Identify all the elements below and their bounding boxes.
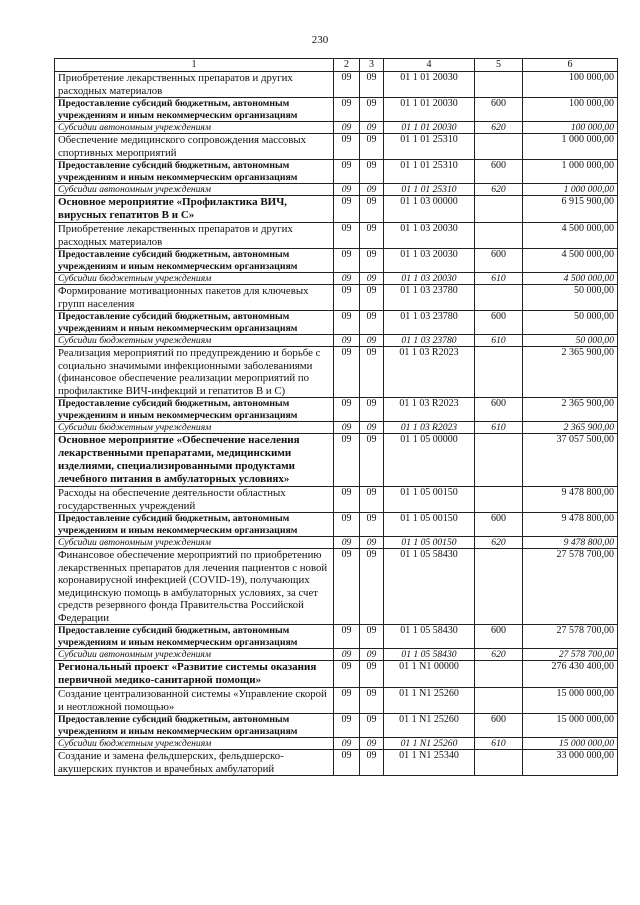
row-expense-type xyxy=(475,549,523,625)
row-section-code: 09 xyxy=(334,311,360,335)
row-subsection-code: 09 xyxy=(360,537,384,549)
column-header: 2 xyxy=(334,59,360,72)
table-row xyxy=(55,223,618,249)
row-expense-type: 600 xyxy=(475,98,523,122)
row-amount: 27 578 700,00 xyxy=(523,649,618,661)
table-row xyxy=(55,398,618,422)
row-expense-type: 610 xyxy=(475,422,523,434)
row-amount: 15 000 000,00 xyxy=(523,738,618,750)
row-amount: 6 915 900,00 xyxy=(523,196,618,223)
column-header: 6 xyxy=(523,59,618,72)
row-name: Основное мероприятие «Обеспечение населения лекарственными препаратами, медицинскими изделиями, специализированными продуктами лечебного питания в амбулаторных условиях» xyxy=(55,434,334,487)
table-row xyxy=(55,122,618,134)
table-row xyxy=(55,549,618,625)
row-target-article: 01 1 05 00150 xyxy=(384,537,475,549)
row-section-code: 09 xyxy=(334,750,360,776)
row-subsection-code: 09 xyxy=(360,311,384,335)
table-row xyxy=(55,513,618,537)
row-target-article: 01 1 03 20030 xyxy=(384,223,475,249)
row-subsection-code: 09 xyxy=(360,422,384,434)
row-target-article: 01 1 01 25310 xyxy=(384,160,475,184)
table-row xyxy=(55,98,618,122)
row-name: Предоставление субсидий бюджетным, автономным учреждениям и иным некоммерческим организациям xyxy=(55,311,334,335)
row-name: Субсидии автономным учреждениям xyxy=(55,184,334,196)
row-amount: 1 000 000,00 xyxy=(523,184,618,196)
row-expense-type xyxy=(475,434,523,487)
table-row xyxy=(55,738,618,750)
table-header-row xyxy=(55,59,618,72)
row-name: Субсидии бюджетным учреждениям xyxy=(55,422,334,434)
row-section-code: 09 xyxy=(334,513,360,537)
row-target-article: 01 1 03 R2023 xyxy=(384,398,475,422)
row-expense-type xyxy=(475,347,523,398)
row-name: Обеспечение медицинского сопровождения массовых спортивных мероприятий xyxy=(55,134,334,160)
row-target-article: 01 1 05 00000 xyxy=(384,434,475,487)
row-expense-type xyxy=(475,72,523,98)
row-target-article: 01 1 01 20030 xyxy=(384,72,475,98)
row-target-article: 01 1 03 23780 xyxy=(384,335,475,347)
row-target-article: 01 1 01 25310 xyxy=(384,134,475,160)
row-name: Предоставление субсидий бюджетным, автономным учреждениям и иным некоммерческим организациям xyxy=(55,249,334,273)
row-subsection-code: 09 xyxy=(360,434,384,487)
row-target-article: 01 1 01 20030 xyxy=(384,98,475,122)
table-row xyxy=(55,714,618,738)
row-subsection-code: 09 xyxy=(360,134,384,160)
row-section-code: 09 xyxy=(334,335,360,347)
row-subsection-code: 09 xyxy=(360,649,384,661)
row-target-article: 01 1 01 20030 xyxy=(384,122,475,134)
row-amount: 100 000,00 xyxy=(523,122,618,134)
row-section-code: 09 xyxy=(334,738,360,750)
row-section-code: 09 xyxy=(334,688,360,714)
row-subsection-code: 09 xyxy=(360,196,384,223)
table-row xyxy=(55,134,618,160)
row-target-article: 01 1 03 23780 xyxy=(384,285,475,311)
table-row xyxy=(55,184,618,196)
row-section-code: 09 xyxy=(334,625,360,649)
row-expense-type: 620 xyxy=(475,649,523,661)
column-header: 3 xyxy=(360,59,384,72)
table-row xyxy=(55,649,618,661)
row-amount: 9 478 800,00 xyxy=(523,537,618,549)
row-subsection-code: 09 xyxy=(360,184,384,196)
row-expense-type: 600 xyxy=(475,160,523,184)
row-name: Субсидии автономным учреждениям xyxy=(55,122,334,134)
row-amount: 15 000 000,00 xyxy=(523,688,618,714)
row-section-code: 09 xyxy=(334,72,360,98)
row-section-code: 09 xyxy=(334,549,360,625)
row-section-code: 09 xyxy=(334,184,360,196)
row-section-code: 09 xyxy=(334,122,360,134)
row-section-code: 09 xyxy=(334,273,360,285)
row-subsection-code: 09 xyxy=(360,398,384,422)
row-expense-type: 610 xyxy=(475,335,523,347)
row-amount: 33 000 000,00 xyxy=(523,750,618,776)
row-name: Приобретение лекарственных препаратов и других расходных материалов xyxy=(55,72,334,98)
row-expense-type: 620 xyxy=(475,184,523,196)
row-expense-type: 600 xyxy=(475,513,523,537)
row-expense-type xyxy=(475,285,523,311)
row-target-article: 01 1 05 58430 xyxy=(384,649,475,661)
row-target-article: 01 1 01 25310 xyxy=(384,184,475,196)
row-name: Формирование мотивационных пакетов для ключевых групп населения xyxy=(55,285,334,311)
row-subsection-code: 09 xyxy=(360,714,384,738)
row-target-article: 01 1 N1 25340 xyxy=(384,750,475,776)
row-name: Предоставление субсидий бюджетным, автономным учреждениям и иным некоммерческим организациям xyxy=(55,714,334,738)
row-amount: 9 478 800,00 xyxy=(523,487,618,513)
row-subsection-code: 09 xyxy=(360,750,384,776)
row-subsection-code: 09 xyxy=(360,285,384,311)
row-amount: 100 000,00 xyxy=(523,98,618,122)
column-header: 5 xyxy=(475,59,523,72)
row-section-code: 09 xyxy=(334,661,360,688)
row-amount: 50 000,00 xyxy=(523,285,618,311)
row-expense-type: 600 xyxy=(475,249,523,273)
row-amount: 27 578 700,00 xyxy=(523,625,618,649)
row-name: Субсидии автономным учреждениям xyxy=(55,537,334,549)
row-target-article: 01 1 03 20030 xyxy=(384,273,475,285)
row-section-code: 09 xyxy=(334,422,360,434)
row-amount: 50 000,00 xyxy=(523,311,618,335)
row-subsection-code: 09 xyxy=(360,122,384,134)
row-section-code: 09 xyxy=(334,714,360,738)
row-name: Приобретение лекарственных препаратов и других расходных материалов xyxy=(55,223,334,249)
row-subsection-code: 09 xyxy=(360,335,384,347)
row-expense-type: 600 xyxy=(475,625,523,649)
row-section-code: 09 xyxy=(334,434,360,487)
row-name: Реализация мероприятий по предупреждению и борьбе с социально значимыми инфекционными заболеваниями (финансовое обеспечение реализации мероприятий по профилактике ВИЧ-инфекций и гепатитов В и С) xyxy=(55,347,334,398)
table-row xyxy=(55,196,618,223)
column-header: 1 xyxy=(55,59,334,72)
row-section-code: 09 xyxy=(334,285,360,311)
row-subsection-code: 09 xyxy=(360,223,384,249)
row-name: Предоставление субсидий бюджетным, автономным учреждениям и иным некоммерческим организациям xyxy=(55,98,334,122)
row-amount: 2 365 900,00 xyxy=(523,398,618,422)
page-number: 230 xyxy=(311,34,329,46)
table-row xyxy=(55,273,618,285)
table-row xyxy=(55,537,618,549)
row-subsection-code: 09 xyxy=(360,249,384,273)
column-header: 4 xyxy=(384,59,475,72)
row-amount: 2 365 900,00 xyxy=(523,347,618,398)
row-section-code: 09 xyxy=(334,649,360,661)
row-target-article: 01 1 03 00000 xyxy=(384,196,475,223)
row-target-article: 01 1 03 23780 xyxy=(384,311,475,335)
row-name: Создание и замена фельдшерских, фельдшерско-акушерских пунктов и врачебных амбулаторий xyxy=(55,750,334,776)
table-row xyxy=(55,72,618,98)
row-amount: 27 578 700,00 xyxy=(523,549,618,625)
table-row xyxy=(55,487,618,513)
row-expense-type xyxy=(475,223,523,249)
row-expense-type xyxy=(475,196,523,223)
row-expense-type xyxy=(475,487,523,513)
row-section-code: 09 xyxy=(334,398,360,422)
table-row xyxy=(55,347,618,398)
row-amount: 2 365 900,00 xyxy=(523,422,618,434)
row-section-code: 09 xyxy=(334,487,360,513)
row-amount: 15 000 000,00 xyxy=(523,714,618,738)
row-amount: 100 000,00 xyxy=(523,72,618,98)
row-section-code: 09 xyxy=(334,537,360,549)
row-target-article: 01 1 03 R2023 xyxy=(384,347,475,398)
row-expense-type: 600 xyxy=(475,398,523,422)
row-target-article: 01 1 N1 25260 xyxy=(384,688,475,714)
row-name: Предоставление субсидий бюджетным, автономным учреждениям и иным некоммерческим организациям xyxy=(55,625,334,649)
table-row xyxy=(55,750,618,776)
row-amount: 50 000,00 xyxy=(523,335,618,347)
table-row xyxy=(55,160,618,184)
row-name: Региональный проект «Развитие системы оказания первичной медико-санитарной помощи» xyxy=(55,661,334,688)
row-target-article: 01 1 N1 00000 xyxy=(384,661,475,688)
row-expense-type: 600 xyxy=(475,311,523,335)
row-subsection-code: 09 xyxy=(360,72,384,98)
table-row xyxy=(55,311,618,335)
row-name: Субсидии бюджетным учреждениям xyxy=(55,273,334,285)
table-row xyxy=(55,688,618,714)
row-amount: 4 500 000,00 xyxy=(523,273,618,285)
row-expense-type xyxy=(475,134,523,160)
row-amount: 276 430 400,00 xyxy=(523,661,618,688)
row-section-code: 09 xyxy=(334,196,360,223)
row-section-code: 09 xyxy=(334,249,360,273)
row-section-code: 09 xyxy=(334,223,360,249)
table-row xyxy=(55,625,618,649)
row-subsection-code: 09 xyxy=(360,160,384,184)
row-expense-type: 620 xyxy=(475,537,523,549)
row-expense-type: 610 xyxy=(475,738,523,750)
row-name: Предоставление субсидий бюджетным, автономным учреждениям и иным некоммерческим организациям xyxy=(55,160,334,184)
row-amount: 9 478 800,00 xyxy=(523,513,618,537)
row-target-article: 01 1 05 58430 xyxy=(384,549,475,625)
row-amount: 4 500 000,00 xyxy=(523,249,618,273)
row-subsection-code: 09 xyxy=(360,487,384,513)
row-subsection-code: 09 xyxy=(360,513,384,537)
row-name: Субсидии автономным учреждениям xyxy=(55,649,334,661)
row-expense-type xyxy=(475,750,523,776)
row-amount: 1 000 000,00 xyxy=(523,134,618,160)
row-amount: 4 500 000,00 xyxy=(523,223,618,249)
budget-table xyxy=(54,58,618,776)
row-expense-type xyxy=(475,688,523,714)
row-target-article: 01 1 N1 25260 xyxy=(384,714,475,738)
row-expense-type: 620 xyxy=(475,122,523,134)
row-subsection-code: 09 xyxy=(360,625,384,649)
row-target-article: 01 1 03 20030 xyxy=(384,249,475,273)
row-target-article: 01 1 05 58430 xyxy=(384,625,475,649)
row-section-code: 09 xyxy=(334,98,360,122)
row-name: Субсидии бюджетным учреждениям xyxy=(55,738,334,750)
row-name: Основное мероприятие «Профилактика ВИЧ, вирусных гепатитов В и С» xyxy=(55,196,334,223)
row-section-code: 09 xyxy=(334,160,360,184)
table-row xyxy=(55,249,618,273)
table-row xyxy=(55,335,618,347)
row-name: Субсидии бюджетным учреждениям xyxy=(55,335,334,347)
row-subsection-code: 09 xyxy=(360,549,384,625)
row-subsection-code: 09 xyxy=(360,273,384,285)
row-subsection-code: 09 xyxy=(360,661,384,688)
row-name: Создание централизованной системы «Управление скорой и неотложной помощью» xyxy=(55,688,334,714)
row-expense-type xyxy=(475,661,523,688)
row-name: Предоставление субсидий бюджетным, автономным учреждениям и иным некоммерческим организациям xyxy=(55,398,334,422)
row-target-article: 01 1 03 R2023 xyxy=(384,422,475,434)
row-subsection-code: 09 xyxy=(360,347,384,398)
row-amount: 1 000 000,00 xyxy=(523,160,618,184)
row-subsection-code: 09 xyxy=(360,98,384,122)
row-target-article: 01 1 N1 25260 xyxy=(384,738,475,750)
row-amount: 37 057 500,00 xyxy=(523,434,618,487)
row-expense-type: 610 xyxy=(475,273,523,285)
row-expense-type: 600 xyxy=(475,714,523,738)
row-name: Расходы на обеспечение деятельности областных государственных учреждений xyxy=(55,487,334,513)
row-subsection-code: 09 xyxy=(360,688,384,714)
row-name: Предоставление субсидий бюджетным, автономным учреждениям и иным некоммерческим организациям xyxy=(55,513,334,537)
table-row xyxy=(55,661,618,688)
table-row xyxy=(55,422,618,434)
row-target-article: 01 1 05 00150 xyxy=(384,513,475,537)
row-target-article: 01 1 05 00150 xyxy=(384,487,475,513)
table-row xyxy=(55,434,618,487)
row-section-code: 09 xyxy=(334,347,360,398)
row-section-code: 09 xyxy=(334,134,360,160)
table-body xyxy=(55,72,618,776)
row-subsection-code: 09 xyxy=(360,738,384,750)
table-row xyxy=(55,285,618,311)
row-name: Финансовое обеспечение мероприятий по приобретению лекарственных препаратов для лечения пациентов с новой коронавирусной инфекцией (COVID-19), получающих медицинскую помощь в амбулаторных условиях, за счет средств резервного фонда Правительства Российской Федерации xyxy=(55,549,334,625)
